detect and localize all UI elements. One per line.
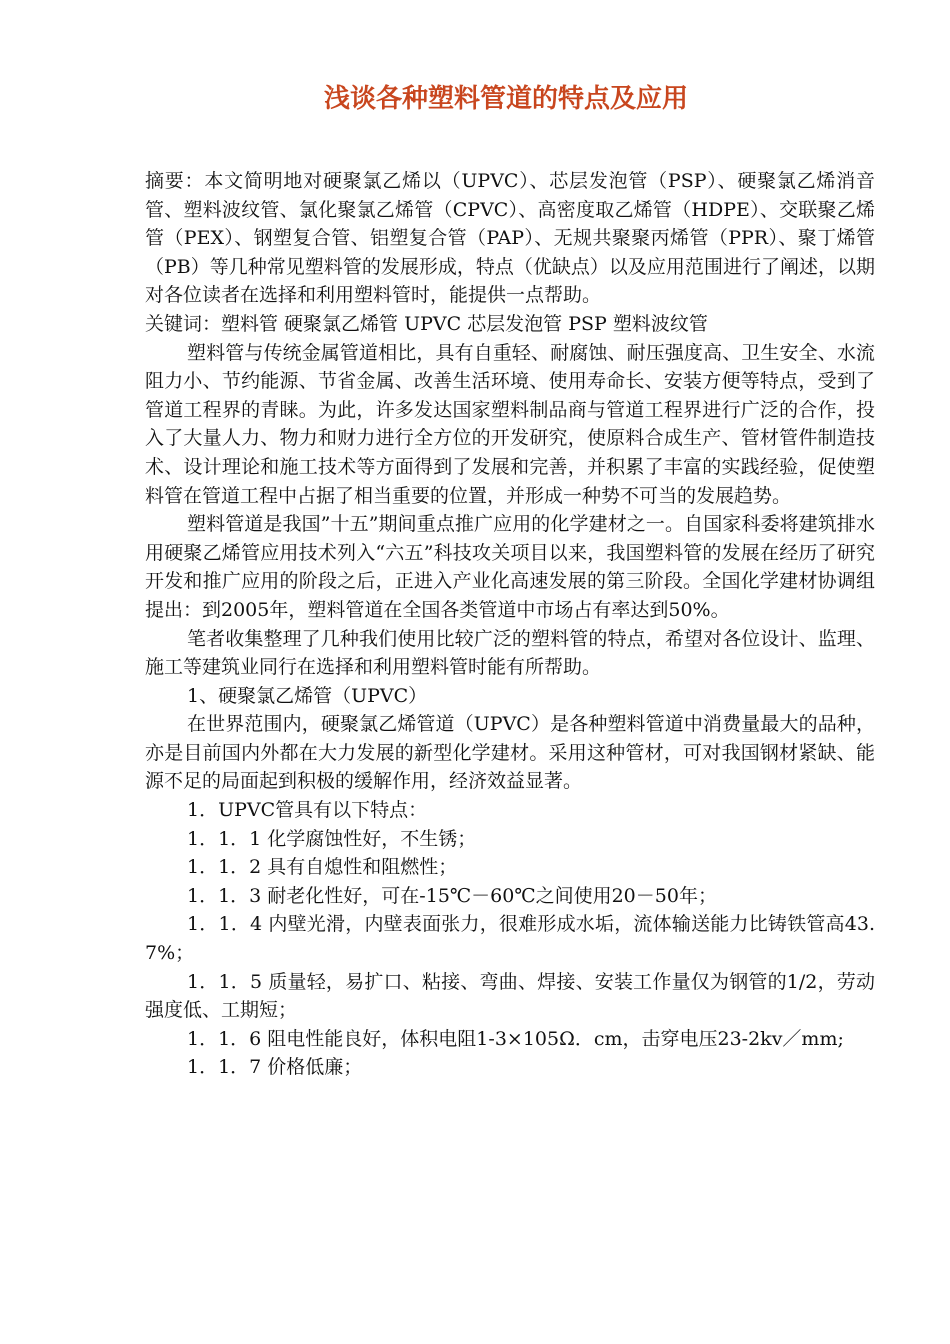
paragraph: 在世界范围内，硬聚氯乙烯管道（UPVC）是各种塑料管道中消费量最大的品种，亦是目前国内外都在大力发展的新型化学建材。采用这种管材，可对我国钢材紧缺、能源不足的局面起到积极的缓解作用，经济效益显著。 — [145, 713, 875, 793]
paragraph: 1．1．5 质量轻，易扩口、粘接、弯曲、焊接、安装工作量仅为钢管的1/2，劳动强度低、工期短； — [145, 970, 875, 1022]
paragraph: 1．1．2 具有自熄性和阻燃性； — [187, 856, 458, 879]
paragraph: 关键词：塑料管 硬聚氯乙烯管 UPVC 芯层发泡管 PSP 塑料波纹管 — [145, 312, 708, 335]
paragraph: 摘要：本文简明地对硬聚氯乙烯以（UPVC）、芯层发泡管（PSP）、硬聚氯乙烯消音管、塑料波纹管、氯化聚氯乙烯管（CPVC）、高密度取乙烯管（HDPE）、交联聚乙烯管（PEX）、钢塑复合管、铝塑复合管（PAP）、无规共聚聚丙烯管（PPR）、聚丁烯管（PB）等几种常见塑料管的发展形成，特点（优缺点）以及应用范围进行了阐述，以期对各位读者在选择和利用塑料管时，能提供一点帮助。 — [145, 170, 875, 307]
paragraph: 1．UPVC管具有以下特点： — [187, 799, 428, 822]
paragraph: 塑料管与传统金属管道相比，具有自重轻、耐腐蚀、耐压强度高、卫生安全、水流阻力小、节约能源、节省金属、改善生活环境、使用寿命长、安装方便等特点，受到了管道工程界的青睐。为此，许多发达国家塑料制品商与管道工程界进行广泛的合作，投入了大量人力、物力和财力进行全方位的开发研究，使原料合成生产、管材管件制造技术、设计理论和施工技术等方面得到了发展和完善，并积累了丰富的实践经验，促使塑料管在管道工程中占据了相当重要的位置，并形成一种势不可当的发展趋势。 — [145, 341, 875, 507]
paragraph: 1．1．4 内壁光滑，内壁表面张力，很难形成水垢，流体输送能力比铸铁管高43.7%； — [145, 913, 875, 965]
document-body — [145, 167, 875, 1082]
paragraph: 1．1．1 化学腐蚀性好，不生锈； — [187, 827, 477, 850]
paragraph: 1．1．3 耐老化性好，可在-15℃－60℃之间使用20－50年； — [187, 884, 717, 907]
paragraph: 1．1．7 价格低廉； — [187, 1056, 363, 1079]
paragraph: 1．1．6 阻电性能良好，体积电阻1-3×105Ω．cm，击穿电压23-2kv／mm; — [187, 1027, 844, 1050]
paragraph: 1、硬聚氯乙烯管（UPVC） — [187, 684, 428, 707]
document-title: 浅谈各种塑料管道的特点及应用 — [323, 84, 688, 114]
paragraph: 笔者收集整理了几种我们使用比较广泛的塑料管的特点，希望对各位设计、监理、施工等建筑业同行在选择和利用塑料管时能有所帮助。 — [145, 627, 875, 679]
paragraph: 塑料管道是我国”十五”期间重点推广应用的化学建材之一。自国家科委将建筑排水用硬聚乙烯管应用技术列入“六五”科技攻关项目以来，我国塑料管的发展在经历了研究开发和推广应用的阶段之后，正进入产业化高速发展的第三阶段。全国化学建材协调组提出：到2005年，塑料管道在全国各类管道中市场占有率达到50%。 — [145, 513, 875, 621]
